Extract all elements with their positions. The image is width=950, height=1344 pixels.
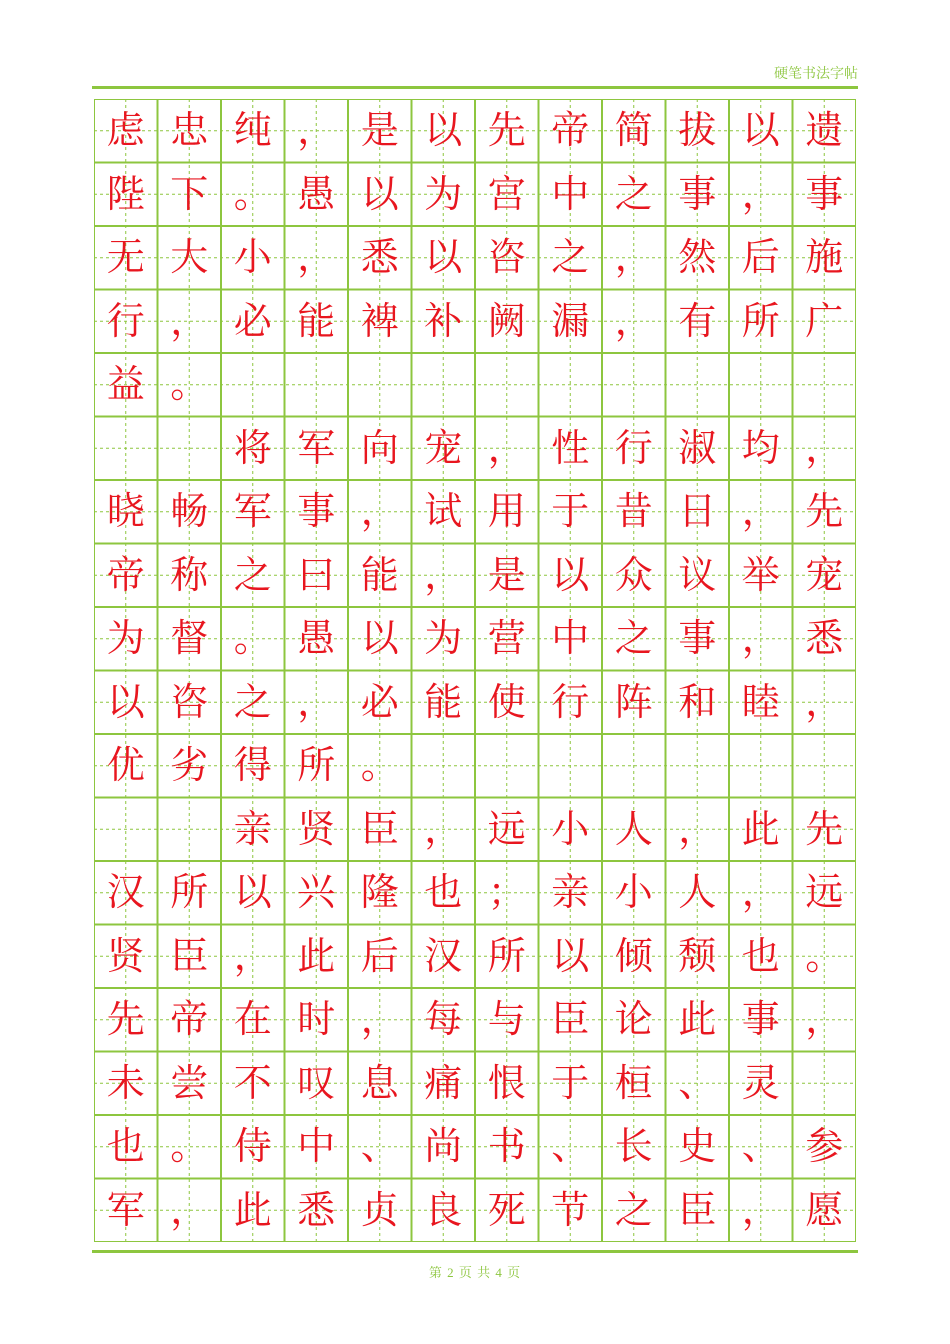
grid-character: 参	[805, 1124, 844, 1168]
grid-character: 先	[106, 997, 145, 1041]
grid-character: 论	[614, 997, 653, 1041]
grid-character: 之	[233, 552, 272, 597]
grid-character: 军	[233, 489, 272, 533]
grid-character: 督	[170, 616, 209, 660]
grid-character: 睦	[741, 679, 780, 724]
grid-character: 使	[487, 679, 526, 724]
grid-character: 长	[614, 1124, 653, 1168]
grid-character: 帝	[551, 108, 590, 152]
grid-character: 此	[233, 1187, 272, 1232]
grid-character: 此	[678, 997, 717, 1041]
grid-character: 咨	[487, 235, 526, 279]
grid-character: 也	[424, 870, 463, 914]
grid-character: 倾	[614, 933, 653, 978]
grid-character: 此	[741, 806, 780, 851]
grid-character: 事	[805, 171, 844, 216]
grid-character: 亲	[551, 870, 590, 914]
grid-character: 裨	[360, 298, 399, 343]
grid-character: 于	[551, 489, 590, 533]
grid-character: 日	[678, 489, 717, 533]
grid-character: 之	[614, 1187, 653, 1232]
grid-character: 小	[614, 870, 653, 914]
grid-character: 能	[424, 679, 463, 724]
grid-character: 施	[805, 235, 844, 279]
grid-character: ，	[805, 997, 844, 1041]
grid-character: 小	[233, 235, 272, 279]
grid-character: 行	[106, 298, 145, 343]
grid-character: 和	[678, 679, 717, 724]
grid-character: 后	[741, 235, 780, 279]
grid-character: 是	[487, 552, 526, 597]
grid-character: 事	[741, 997, 780, 1041]
grid-character: 、	[360, 1124, 399, 1168]
grid-character: 所	[487, 933, 526, 978]
grid-character: ，	[424, 806, 463, 851]
grid-character: 。	[360, 743, 399, 787]
grid-character: 阵	[614, 679, 653, 724]
grid-character: 未	[106, 1060, 145, 1105]
grid-character: ，	[678, 806, 717, 851]
grid-character: 悉	[805, 616, 844, 660]
grid-character: 所	[297, 743, 336, 787]
grid-character: 漏	[551, 298, 590, 343]
grid-character: 得	[233, 743, 272, 787]
grid-character: 、	[678, 1060, 717, 1105]
grid-character: 愿	[805, 1187, 844, 1232]
grid-character: 议	[678, 552, 717, 597]
grid-character: 侍	[233, 1124, 272, 1168]
grid-character: 简	[614, 108, 653, 152]
grid-character: 军	[297, 425, 336, 470]
grid-character: 悉	[360, 235, 399, 279]
grid-character: ，	[170, 1187, 209, 1232]
grid-character: 用	[487, 489, 526, 533]
grid-character: 畅	[170, 489, 209, 533]
grid-character: 昔	[614, 489, 653, 533]
grid-character: 良	[424, 1187, 463, 1232]
grid-character: 无	[106, 235, 145, 279]
grid-character: 臣	[551, 997, 590, 1041]
grid-character: 臣	[360, 806, 399, 851]
header-title: 硬笔书法字帖	[774, 66, 858, 82]
grid-character: 之	[614, 171, 653, 216]
grid-character: 每	[424, 997, 463, 1041]
grid-character: 亲	[233, 806, 272, 851]
grid-character: 拔	[678, 108, 717, 152]
grid-character: 、	[741, 1124, 780, 1168]
grid-character: ，	[805, 679, 844, 724]
grid-character: 。	[233, 171, 272, 216]
grid-character: 营	[487, 616, 526, 660]
grid-character: ，	[233, 933, 272, 978]
grid-character: 死	[487, 1187, 526, 1232]
grid-character: 忠	[170, 108, 209, 152]
grid-character: 人	[614, 806, 653, 851]
grid-character: 纯	[233, 108, 272, 152]
grid-character: 军	[106, 1187, 145, 1232]
grid-character: 此	[297, 933, 336, 978]
grid-character: 臣	[678, 1187, 717, 1232]
grid-character: 帝	[170, 997, 209, 1041]
grid-character: 是	[360, 108, 399, 152]
grid-cells	[94, 99, 856, 1242]
grid-character: 也	[741, 933, 780, 978]
grid-character: ，	[741, 870, 780, 914]
grid-character: 先	[487, 108, 526, 152]
grid-character: 小	[551, 806, 590, 851]
grid-character: 痛	[424, 1060, 463, 1105]
grid-character: 贤	[297, 806, 336, 851]
grid-character: 愚	[297, 616, 336, 660]
grid-character: 性	[551, 425, 590, 470]
grid-character: 下	[170, 171, 209, 216]
grid-character: ，	[297, 235, 336, 279]
grid-character: 淑	[678, 425, 717, 470]
grid-character: 益	[106, 362, 145, 406]
grid-character: ，	[297, 108, 336, 152]
grid-character: ，	[741, 489, 780, 533]
grid-character: 先	[805, 806, 844, 851]
grid-character: 。	[170, 1124, 209, 1168]
grid-character: 尝	[170, 1060, 209, 1105]
grid-character: 行	[551, 679, 590, 724]
grid-character: 举	[741, 552, 780, 597]
grid-character: 曰	[297, 552, 336, 597]
grid-character: 广	[805, 298, 844, 343]
grid-character: 必	[360, 679, 399, 724]
grid-character: 称	[170, 552, 209, 597]
grid-character: 所	[741, 298, 780, 343]
calligraphy-grid	[94, 99, 856, 1242]
grid-character: 中	[297, 1124, 336, 1168]
header-rule	[92, 86, 858, 89]
grid-character: 为	[106, 616, 145, 660]
grid-character: 宠	[424, 425, 463, 470]
grid-character: 能	[297, 298, 336, 343]
grid-character: 于	[551, 1060, 590, 1105]
grid-character: 咨	[170, 679, 209, 724]
grid-character: 帝	[106, 552, 145, 597]
grid-character: 以	[424, 235, 463, 279]
grid-character: 汉	[106, 870, 145, 914]
grid-character: ，	[741, 1187, 780, 1232]
grid-character: ；	[487, 870, 526, 914]
grid-character: 与	[487, 997, 526, 1041]
grid-character: ，	[360, 489, 399, 533]
grid-character: 叹	[297, 1060, 336, 1105]
grid-character: 颓	[678, 933, 717, 978]
grid-character: 将	[233, 425, 272, 470]
grid-character: 史	[678, 1124, 717, 1168]
grid-character: 远	[805, 870, 844, 914]
grid-character: 以	[233, 870, 272, 914]
grid-character: 晓	[106, 489, 145, 533]
grid-character: 息	[360, 1060, 399, 1105]
grid-character: 试	[424, 489, 463, 533]
grid-character: 所	[170, 870, 209, 914]
grid-character: 均	[741, 425, 780, 470]
grid-character: 以	[360, 616, 399, 660]
grid-character: 以	[360, 171, 399, 216]
grid-character: 悉	[297, 1187, 336, 1232]
grid-character: 贤	[106, 933, 145, 978]
grid-character: 之	[233, 679, 272, 724]
page-number: 第 2 页 共 4 页	[428, 1265, 522, 1280]
grid-character: 为	[424, 616, 463, 660]
grid-character: 中	[551, 171, 590, 216]
grid-character: 以	[741, 108, 780, 152]
grid-character: 贞	[360, 1187, 399, 1232]
grid-character: 臣	[170, 933, 209, 978]
grid-character: ，	[487, 425, 526, 470]
grid-character: 在	[233, 997, 272, 1041]
grid-character: 向	[360, 425, 399, 470]
grid-character: ，	[170, 298, 209, 343]
grid-character: 。	[170, 362, 209, 406]
grid-character: ，	[614, 235, 653, 279]
grid-character: 虑	[106, 108, 145, 152]
grid-character: 大	[170, 235, 209, 279]
grid-character: 不	[233, 1060, 272, 1105]
grid-character: ，	[424, 552, 463, 597]
grid-character: 有	[678, 298, 717, 343]
grid-character: 宠	[805, 552, 844, 597]
grid-character: 汉	[424, 933, 463, 978]
grid-character: 兴	[297, 870, 336, 914]
grid-character: 之	[551, 235, 590, 279]
grid-character: 遗	[805, 108, 844, 152]
grid-character: ，	[741, 616, 780, 660]
grid-character: 节	[551, 1187, 590, 1232]
grid-character: 为	[424, 171, 463, 216]
grid-character: 事	[297, 489, 336, 533]
grid-character: 以	[551, 552, 590, 597]
grid-character: 众	[614, 552, 653, 597]
grid-character: 时	[297, 997, 336, 1041]
grid-character: 人	[678, 870, 717, 914]
grid-character: 尚	[424, 1124, 463, 1168]
grid-character: ，	[614, 298, 653, 343]
grid-character: ，	[297, 679, 336, 724]
grid-character: 中	[551, 616, 590, 660]
grid-character: 书	[487, 1124, 526, 1168]
grid-character: 以	[551, 933, 590, 978]
grid-character: ，	[805, 425, 844, 470]
grid-character: 远	[487, 806, 526, 851]
footer-rule	[92, 1250, 858, 1253]
grid-character: ，	[360, 997, 399, 1041]
grid-character: 优	[106, 743, 145, 787]
grid-character: 先	[805, 489, 844, 533]
grid-character: 隆	[360, 870, 399, 914]
grid-character: 事	[678, 616, 717, 660]
grid-character: 恨	[487, 1060, 526, 1105]
grid-character: 也	[106, 1124, 145, 1168]
grid-character: ，	[741, 171, 780, 216]
grid-character: 后	[360, 933, 399, 978]
grid-character: 。	[233, 616, 272, 660]
grid-character: 行	[614, 425, 653, 470]
grid-character: 。	[805, 933, 844, 978]
grid-character: 以	[424, 108, 463, 152]
grid-character: 愚	[297, 171, 336, 216]
grid-character: 、	[551, 1124, 590, 1168]
grid-character: 能	[360, 552, 399, 597]
grid-character: 以	[106, 679, 145, 724]
grid-character: 之	[614, 616, 653, 660]
grid-character: 桓	[614, 1060, 653, 1105]
grid-character: 阙	[487, 298, 526, 343]
grid-character: 必	[233, 298, 272, 343]
grid-character: 劣	[170, 743, 209, 787]
grid-character: 灵	[741, 1060, 780, 1105]
grid-character: 然	[678, 235, 717, 279]
grid-character: 陛	[106, 171, 145, 216]
grid-character: 宫	[487, 171, 526, 216]
grid-character: 补	[424, 298, 463, 343]
grid-character: 事	[678, 171, 717, 216]
